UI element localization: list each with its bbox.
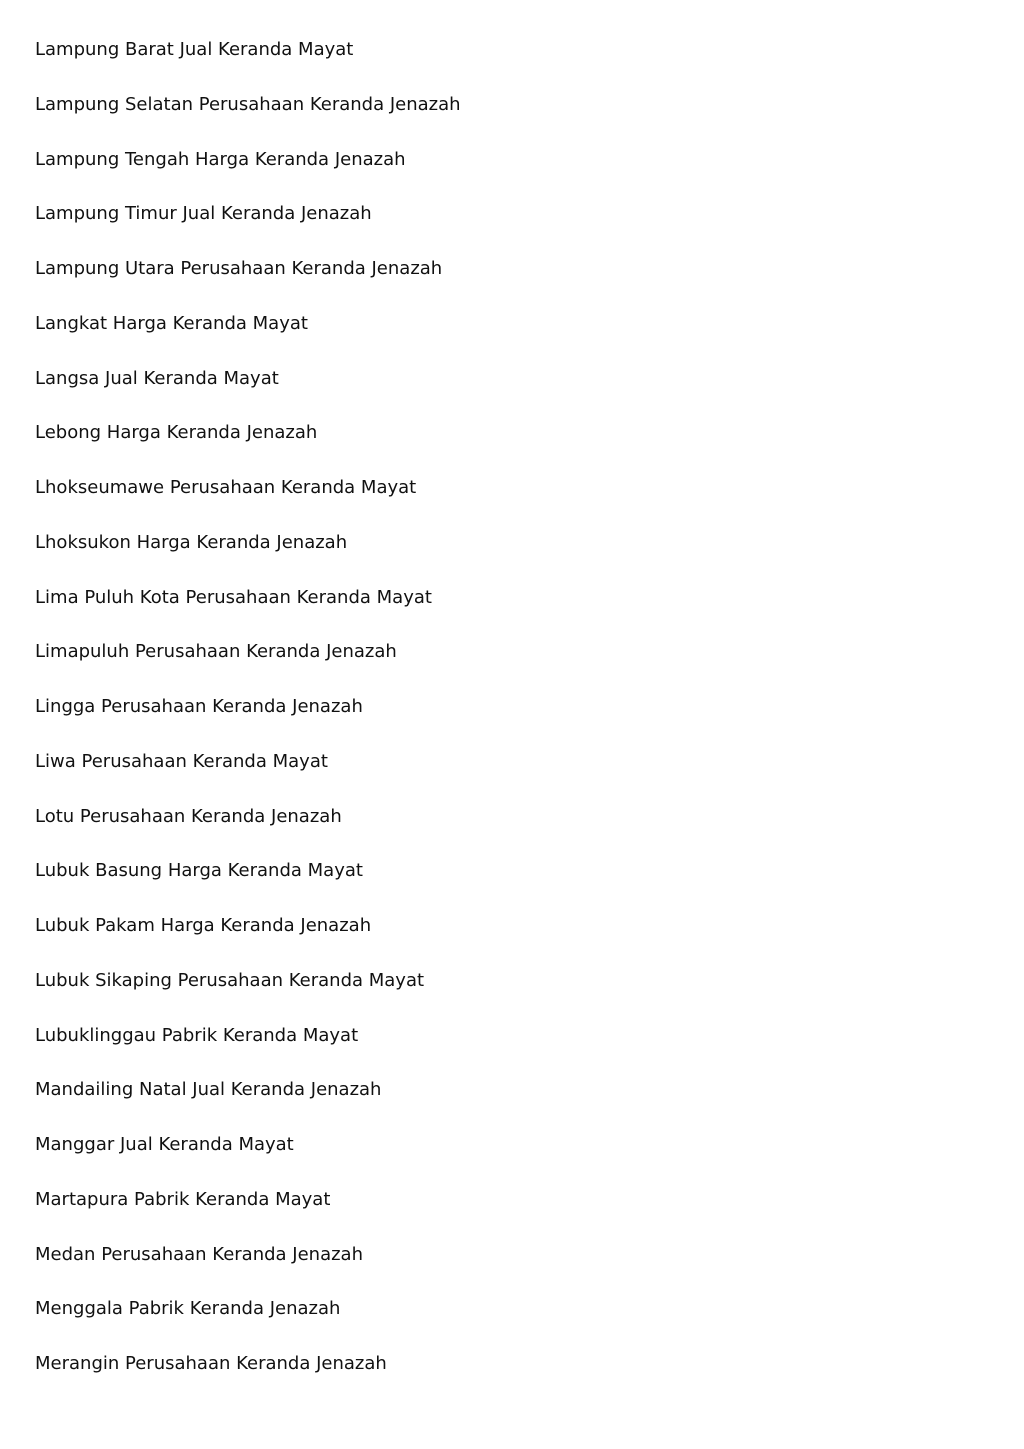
list-item: Lampung Selatan Perusahaan Keranda Jenazah bbox=[35, 93, 461, 115]
list-item: Lubuk Sikaping Perusahaan Keranda Mayat bbox=[35, 969, 425, 991]
list-item: Lubuk Basung Harga Keranda Mayat bbox=[35, 860, 363, 882]
list-item: Lampung Barat Jual Keranda Mayat bbox=[35, 39, 354, 60]
list-item: Liwa Perusahaan Keranda Mayat bbox=[35, 750, 328, 772]
list-item: Lima Puluh Kota Perusahaan Keranda Mayat bbox=[35, 586, 432, 608]
list-item: Lebong Harga Keranda Jenazah bbox=[35, 422, 318, 444]
location-list bbox=[35, 36, 461, 1405]
list-item: Menggala Pabrik Keranda Jenazah bbox=[35, 1298, 341, 1320]
list-item: Martapura Pabrik Keranda Mayat bbox=[35, 1188, 331, 1210]
list-item: Lampung Tengah Harga Keranda Jenazah bbox=[35, 148, 406, 170]
list-item: Merangin Perusahaan Keranda Jenazah bbox=[35, 1353, 387, 1374]
list-item: Lhoksukon Harga Keranda Jenazah bbox=[35, 531, 348, 553]
list-item: Medan Perusahaan Keranda Jenazah bbox=[35, 1243, 363, 1265]
list-item: Manggar Jual Keranda Mayat bbox=[35, 1134, 294, 1155]
list-item: Lubuklinggau Pabrik Keranda Mayat bbox=[35, 1024, 359, 1046]
list-item: Limapuluh Perusahaan Keranda Jenazah bbox=[35, 641, 397, 663]
list-item: Lampung Utara Perusahaan Keranda Jenazah bbox=[35, 258, 443, 279]
list-item: Lotu Perusahaan Keranda Jenazah bbox=[35, 805, 342, 827]
list-item: Langkat Harga Keranda Mayat bbox=[35, 312, 308, 334]
list-item: Mandailing Natal Jual Keranda Jenazah bbox=[35, 1079, 382, 1101]
list-item: Lubuk Pakam Harga Keranda Jenazah bbox=[35, 915, 372, 936]
list-item: Lingga Perusahaan Keranda Jenazah bbox=[35, 696, 363, 717]
list-item: Lhokseumawe Perusahaan Keranda Mayat bbox=[35, 477, 417, 498]
list-item: Lampung Timur Jual Keranda Jenazah bbox=[35, 203, 372, 225]
list-item: Langsa Jual Keranda Mayat bbox=[35, 367, 279, 389]
